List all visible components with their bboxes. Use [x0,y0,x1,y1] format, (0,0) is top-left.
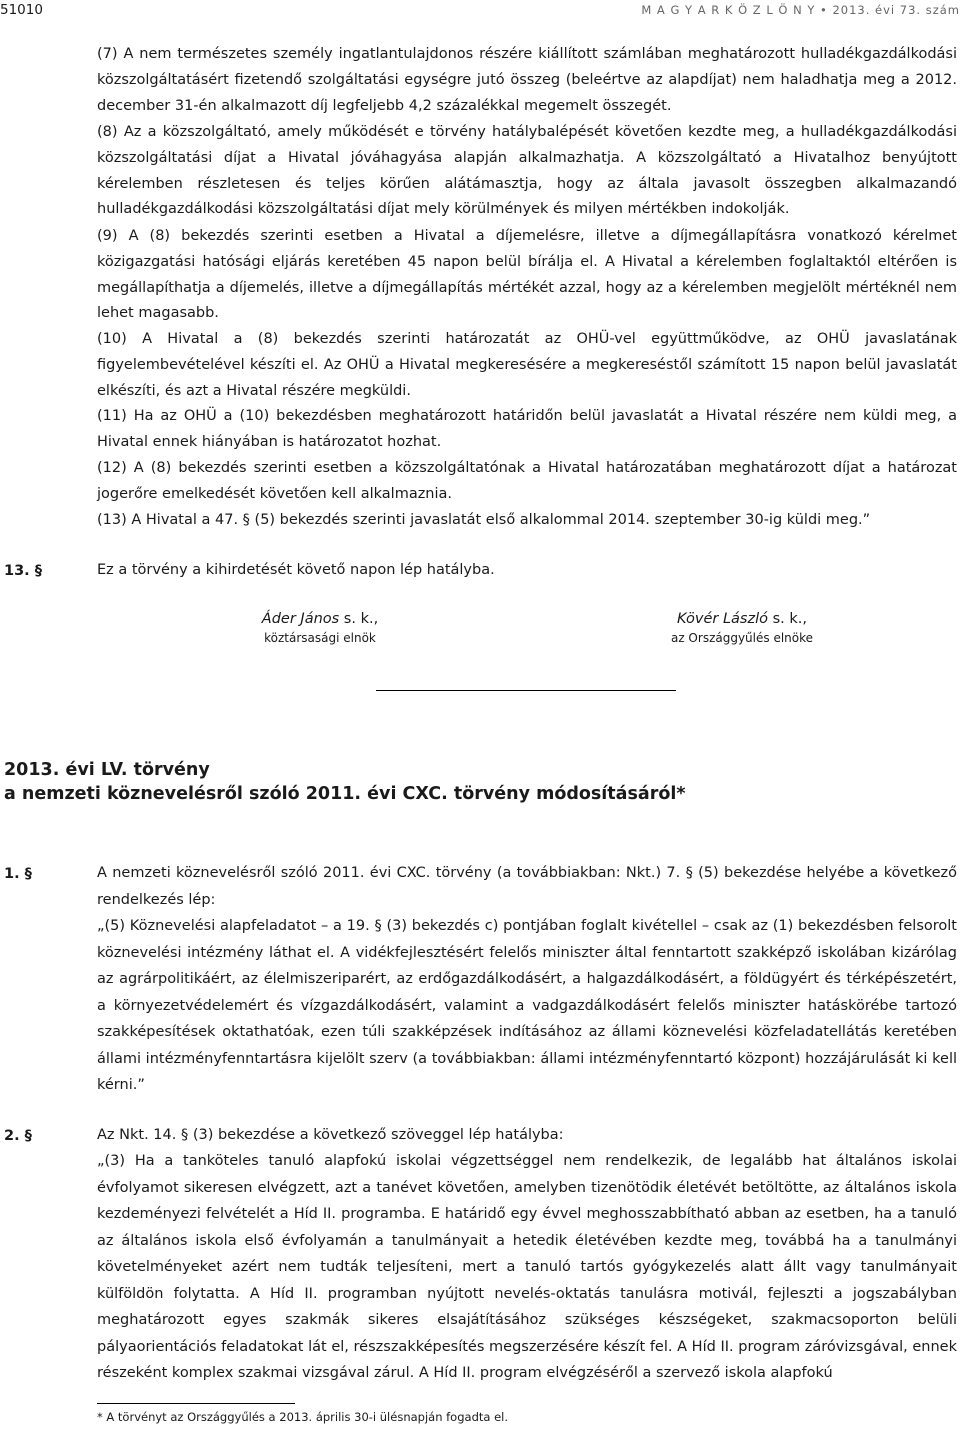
paragraph-13: (13) A Hivatal a 47. § (5) bekezdés szerinti javaslatát első alkalommal 2014. szeptember 30-ig küldi meg.” [97,512,871,528]
section-2-amendment: „(3) Ha a tanköteles tanuló alapfokú iskolai végzettséggel nem rendelkezik, de legalább hat általános iskolai évfolyamot sikeresen elvégzett, azt a tanévet követően, amelyben tizenötödik életévét betöltötte, az általános iskola kezdeményezi felvételét a Híd II. programba. E határidő egy évvel meghosszabbítható abban az esetben, ha a tanuló az általános iskola első évfolyamán a tanulmányait a hetedik életévében kezdte meg, továbbá ha a tanulmányi követelményeket azért nem tudták teljesíteni, mert a tanuló tartós gyógykezelés alatt állt vagy tanulmányait külföldön folytatta. A Híd II. programban nyújtott nevelés-oktatás tanulásra motivál, fejleszti a jogszabályban meghatározott egyes szakmák sikeres elsajátításához szükséges készségeket, szakmacsoporton belüli pályaorientációs feladatokat lát el, részszakképesítés megszerzésére készít fel. A Híd II. program záróvizsgával, ennek részeként komplex szakmai vizsgával zárul. A Híd II. program elvégzéséről a szervező iskola alapfokú [97,1153,957,1381]
signature-president [210,611,430,645]
section-1-amendment: „(5) Köznevelési alapfeladatot – a 19. § (3) bekezdés c) pontjában foglalt kivétellel – csak az (1) bekezdésben felsorolt köznevelési intézmény láthat el. A vidékfejlesztésért felelős miniszter által fenntartott szakképző iskolában kizárólag az agrárpolitikáért, az élelmiszeriparért, az erdőgazdálkodásért, a halgazdálkodásért, a földügyért és térképészetért, a környezetvédelemért és vízgazdálkodásért, valamint a vadgazdálkodásért felelős miniszter hatáskörébe tartozó szakképesítések oktathatóak, ezen túli szakképzések indításához az állami köznevelési közfeladatellátás keretében állami intézményfenntartásra kijelölt szerv (a továbbiakban: állami intézményfenntartó központ) hozzájárulását ki kell kérni.” [97,918,957,1093]
signature-role: az Országgyűlés elnöke [670,631,814,645]
law-title-line-1: 2013. évi LV. törvény [4,760,210,780]
paragraph-12: (12) A (8) bekezdés szerinti esetben a közszolgáltatónak a Hivatal határozatában meghatározott díjat a határozat jogerőre emelkedését követően kell alkalmaznia. [97,460,957,502]
paragraph-10: (10) A Hivatal a (8) bekezdés szerinti határozatát az OHÜ-vel együttműködve, az OHÜ javaslatának figyelembevételével készíti el. Az OHÜ a Hivatal megkeresésére a megkereséstől számított 15 napon belül javaslatát elkészíti, és azt a Hivatal részére megküldi. [97,331,957,399]
signature-suffix: s. k., [767,611,807,627]
section-1-intro: A nemzeti köznevelésről szóló 2011. évi CXC. törvény (a továbbiakban: Nkt.) 7. § (5) bekezdése helyébe a következő rendelkezés lép: [97,865,957,908]
signature-speaker [632,611,852,645]
paragraph-7: (7) A nem természetes személy ingatlantulajdonos részére kiállított számlában meghatározott hulladékgazdálkodási közszolgáltatásért fizetendő szolgáltatási egységre jutó összeg (beleértve az alapdíjat) nem haladhatja meg a 2012. december 31-én alkalmazott díj legfeljebb 4,2 százalékkal megemelt összegét. [97,46,957,114]
footnote: * A törvényt az Országgyűlés a 2013. április 30-i ülésnapján fogadta el. [97,1410,509,1424]
footnote-rule [97,1403,295,1404]
section-13-number: 13. § [4,563,42,579]
signature-role: köztársasági elnök [264,631,376,645]
signature-name: Áder János [261,611,340,627]
signature-name: Kövér László [677,611,768,627]
separator-rule [376,690,676,691]
paragraph-9: (9) A (8) bekezdés szerinti esetben a Hivatal a díjemelésre, illetve a díjmegállapításra vonatkozó kérelmet közigazgatási hatósági eljárás keretében 45 napon belül bírálja el. A Hivatal a kérelemben foglaltaktól eltérően is megállapíthatja a díjemelés, illetve a díjmegállapítás mértékét azzal, hogy az a kérelemben megjelölt mértéknél nem lehet magasabb. [97,228,957,322]
running-title: M A G Y A R K Ö Z L Ö N Y • 2013. évi 73. szám [641,3,960,17]
signature-suffix: s. k., [339,611,379,627]
page-number: 51010 [0,2,43,18]
paragraph-11: (11) Ha az OHÜ a (10) bekezdésben meghatározott határidőn belül javaslatát a Hivatal részére nem küldi meg, a Hivatal ennek hiányában is határozatot hozhat. [97,408,957,450]
page-header [0,0,960,30]
law-title-line-2: a nemzeti köznevelésről szóló 2011. évi CXC. törvény módosításáról* [4,784,686,804]
section-13-text: Ez a törvény a kihirdetését követő napon lép hatályba. [97,562,495,578]
section-1-number: 1. § [4,866,32,882]
section-2-number: 2. § [4,1128,32,1144]
section-2-intro: Az Nkt. 14. § (3) bekezdése a következő szöveggel lép hatályba: [97,1127,564,1143]
paragraph-8: (8) Az a közszolgáltató, amely működését e törvény hatálybalépését követően kezdte meg, a hulladékgazdálkodási közszolgáltatási díjat a Hivatal jóváhagyása alapján alkalmazhatja. A közszolgáltató a Hivatalhoz benyújtott kérelemben részletesen és teljes körűen alátámasztja, hogy az általa javasolt összegben alkalmazandó hulladékgazdálkodási közszolgáltatási díjat mely körülmények és milyen mértékben indokolják. [97,124,957,218]
